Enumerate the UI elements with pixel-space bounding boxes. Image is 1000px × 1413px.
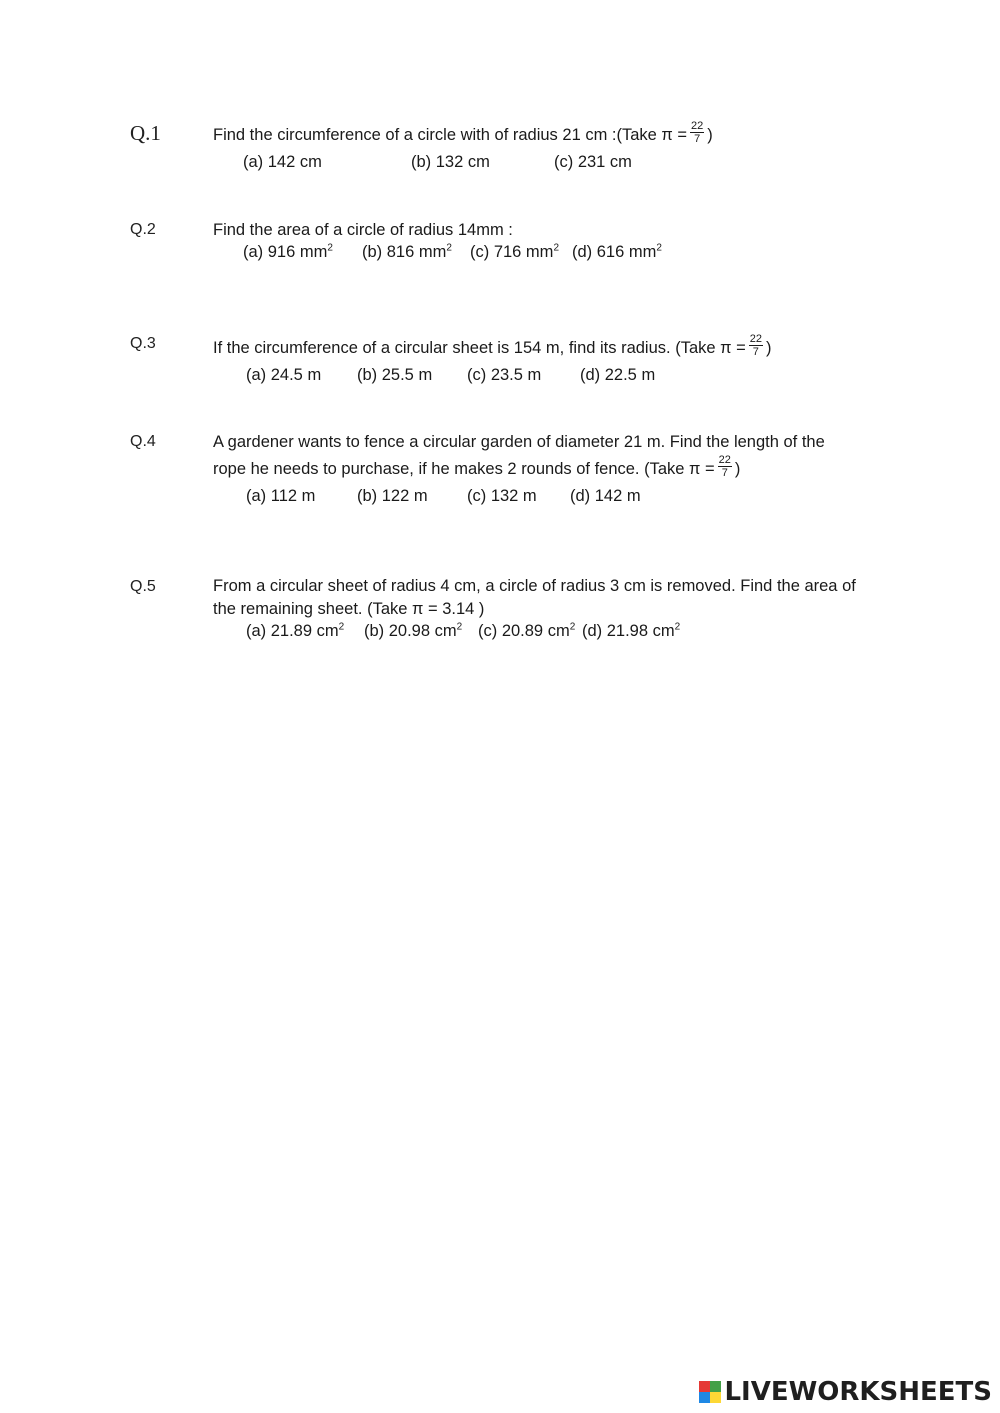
option-label: (b) 20.98 cm [364, 622, 457, 640]
option-q4-b[interactable]: (b) 122 m [357, 487, 428, 505]
question-4-end: ) [734, 460, 741, 478]
liveworksheets-wordmark: LIVEWORKSHEETS [724, 1377, 992, 1407]
question-4-prompt: rope he needs to purchase, if he makes 2 rounds of fence. (Take π = [213, 460, 715, 478]
option-label: (b) 816 mm [362, 243, 447, 261]
superscript: 2 [446, 242, 452, 254]
option-q3-d[interactable]: (d) 22.5 m [580, 366, 656, 384]
question-1-end: ) [707, 126, 713, 144]
superscript: 2 [456, 621, 463, 633]
fraction-22-over-7 [718, 454, 732, 479]
option-q4-a[interactable]: (a) 112 m [246, 487, 316, 505]
superscript: 2 [674, 621, 681, 633]
question-text-1 [213, 122, 713, 149]
fraction-numerator: 22 [718, 454, 731, 467]
option-q1-c[interactable]: (c) 231 cm [554, 153, 632, 171]
option-q4-d[interactable]: (d) 142 m [570, 487, 641, 505]
question-text-2: Find the area of a circle of radius 14mm : [213, 221, 513, 239]
superscript: 2 [553, 242, 559, 254]
liveworksheets-brand [699, 1377, 992, 1407]
question-3-prompt: If the circumference of a circular sheet is 154 m, find its radius. (Take π = [213, 339, 746, 357]
logo-square-yellow [710, 1392, 721, 1403]
option-q1-b[interactable]: (b) 132 cm [411, 153, 490, 171]
option-q3-c[interactable]: (c) 23.5 m [467, 366, 542, 384]
option-q2-d[interactable] [572, 243, 662, 262]
option-q5-c[interactable] [478, 622, 575, 641]
option-label: (a) 21.89 cm [246, 622, 339, 640]
question-text-4-line-1: A gardener wants to fence a circular garden of diameter 21 m. Find the length of the [213, 433, 825, 451]
option-q5-b[interactable] [364, 622, 462, 641]
option-q4-c[interactable]: (c) 132 m [467, 487, 537, 505]
option-q2-b[interactable] [362, 243, 452, 262]
liveworksheets-logo-icon [699, 1381, 721, 1403]
superscript: 2 [338, 621, 345, 633]
option-q2-a[interactable] [243, 243, 333, 262]
question-text-3 [213, 335, 771, 362]
fraction-denominator: 7 [694, 133, 701, 146]
fraction-22-over-7 [749, 333, 763, 358]
option-q3-a[interactable]: (a) 24.5 m [246, 366, 322, 384]
superscript: 2 [656, 242, 662, 254]
question-text-5-line-1: From a circular sheet of radius 4 cm, a circle of radius 3 cm is removed. Find the area of [213, 577, 856, 595]
question-number-3: Q.3 [130, 335, 156, 352]
option-label: (d) 616 mm [572, 243, 657, 261]
question-number-5: Q.5 [130, 578, 156, 595]
fraction-denominator: 7 [721, 467, 728, 480]
option-label: (c) 20.89 cm [478, 622, 570, 640]
question-number-1: Q.1 [130, 121, 161, 145]
fraction-numerator: 22 [691, 120, 704, 133]
question-3-end: ) [765, 339, 772, 357]
logo-square-blue [699, 1392, 710, 1403]
option-q3-b[interactable]: (b) 25.5 m [357, 366, 433, 384]
option-q2-c[interactable] [470, 243, 559, 262]
superscript: 2 [327, 242, 333, 254]
question-number-2: Q.2 [130, 221, 156, 238]
fraction-numerator: 22 [749, 333, 762, 346]
logo-square-green [710, 1381, 721, 1392]
question-1-prompt: Find the circumference of a circle with of radius 21 cm :(Take π = [213, 126, 688, 144]
option-label: (a) 916 mm [243, 243, 328, 261]
option-label: (c) 716 mm [470, 243, 554, 261]
fraction-denominator: 7 [752, 346, 759, 359]
question-text-4-line-2 [213, 456, 740, 483]
superscript: 2 [569, 621, 576, 633]
option-q5-a[interactable] [246, 622, 344, 641]
fraction-22-over-7 [690, 120, 704, 145]
option-q1-a[interactable]: (a) 142 cm [243, 153, 322, 171]
question-number-4: Q.4 [130, 433, 156, 450]
question-text-5-line-2: the remaining sheet. (Take π = 3.14 ) [213, 600, 485, 618]
option-q5-d[interactable] [582, 622, 680, 641]
logo-square-red [699, 1381, 710, 1392]
option-label: (d) 21.98 cm [582, 622, 675, 640]
